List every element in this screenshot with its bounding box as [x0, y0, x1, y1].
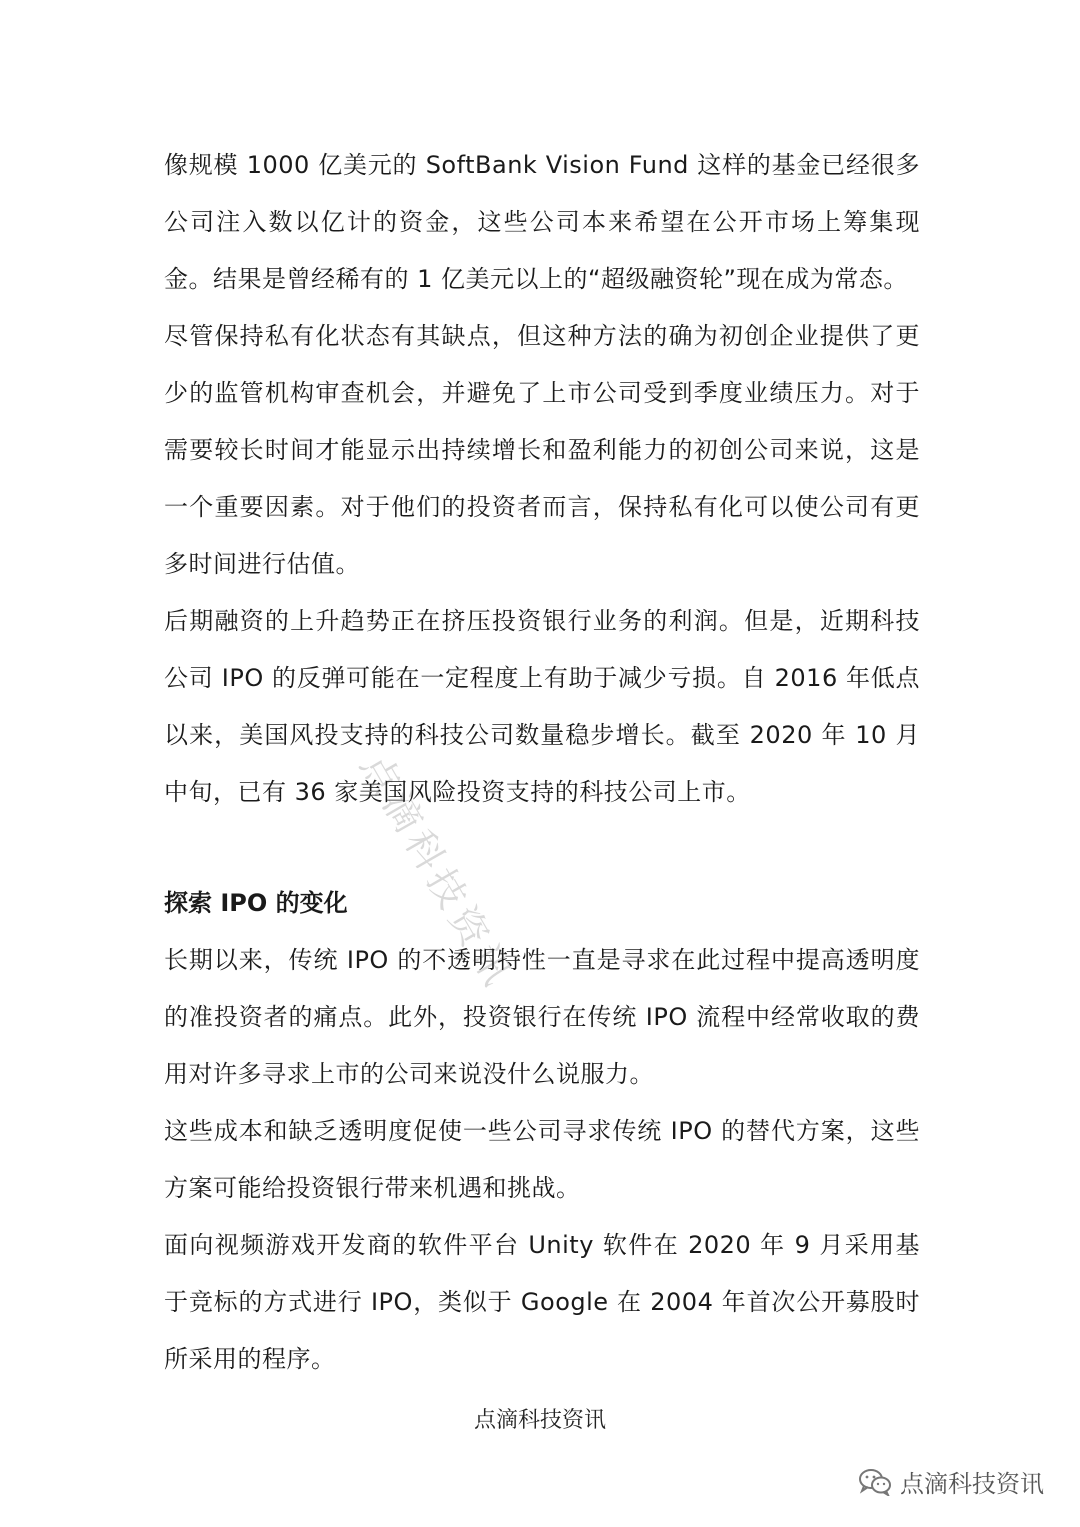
paragraph-1: 像规模 1000 亿美元的 SoftBank Vision Fund 这样的基金已经很多公司注入数以亿计的资金，这些公司本来希望在公开市场上筹集现金。结果是曾经稀有的 1 亿美元以上的“超级融资轮”现在成为常态。 — [164, 151, 920, 293]
page-footer: 点滴科技资讯 — [473, 1408, 606, 1433]
article-body — [164, 137, 920, 1388]
paragraph-4: 长期以来，传统 IPO 的不透明特性一直是寻求在此过程中提高透明度的准投资者的痛点。此外，投资银行在传统 IPO 流程中经常收取的费用对许多寻求上市的公司来说没什么说服力。 — [164, 946, 920, 1088]
account-brand — [858, 1464, 1044, 1499]
wechat-icon — [858, 1468, 892, 1496]
section-heading: 探索 IPO 的变化 — [164, 889, 348, 917]
diagonal-watermark: 点滴科技资讯 — [352, 746, 523, 998]
paragraph-6: 面向视频游戏开发商的软件平台 Unity 软件在 2020 年 9 月采用基于竞标的方式进行 IPO，类似于 Google 在 2004 年首次公开募股时所采用的程序。 — [164, 1231, 920, 1373]
paragraph-3: 后期融资的上升趋势正在挤压投资银行业务的利润。但是，近期科技公司 IPO 的反弹可能在一定程度上有助于减少亏损。自 2016 年低点以来，美国风投支持的科技公司数量稳步增长。截至 2020 年 10 月中旬，已有 36 家美国风险投资支持的科技公司上市。 — [164, 607, 920, 806]
brand-name: 点滴科技资讯 — [900, 1470, 1044, 1498]
paragraph-5: 这些成本和缺乏透明度促使一些公司寻求传统 IPO 的替代方案，这些方案可能给投资银行带来机遇和挑战。 — [164, 1117, 920, 1202]
paragraph-2: 尽管保持私有化状态有其缺点，但这种方法的确为初创企业提供了更少的监管机构审查机会，并避免了上市公司受到季度业绩压力。对于需要较长时间才能显示出持续增长和盈利能力的初创公司来说，这是一个重要因素。对于他们的投资者而言，保持私有化可以使公司有更多时间进行估值。 — [164, 322, 920, 578]
